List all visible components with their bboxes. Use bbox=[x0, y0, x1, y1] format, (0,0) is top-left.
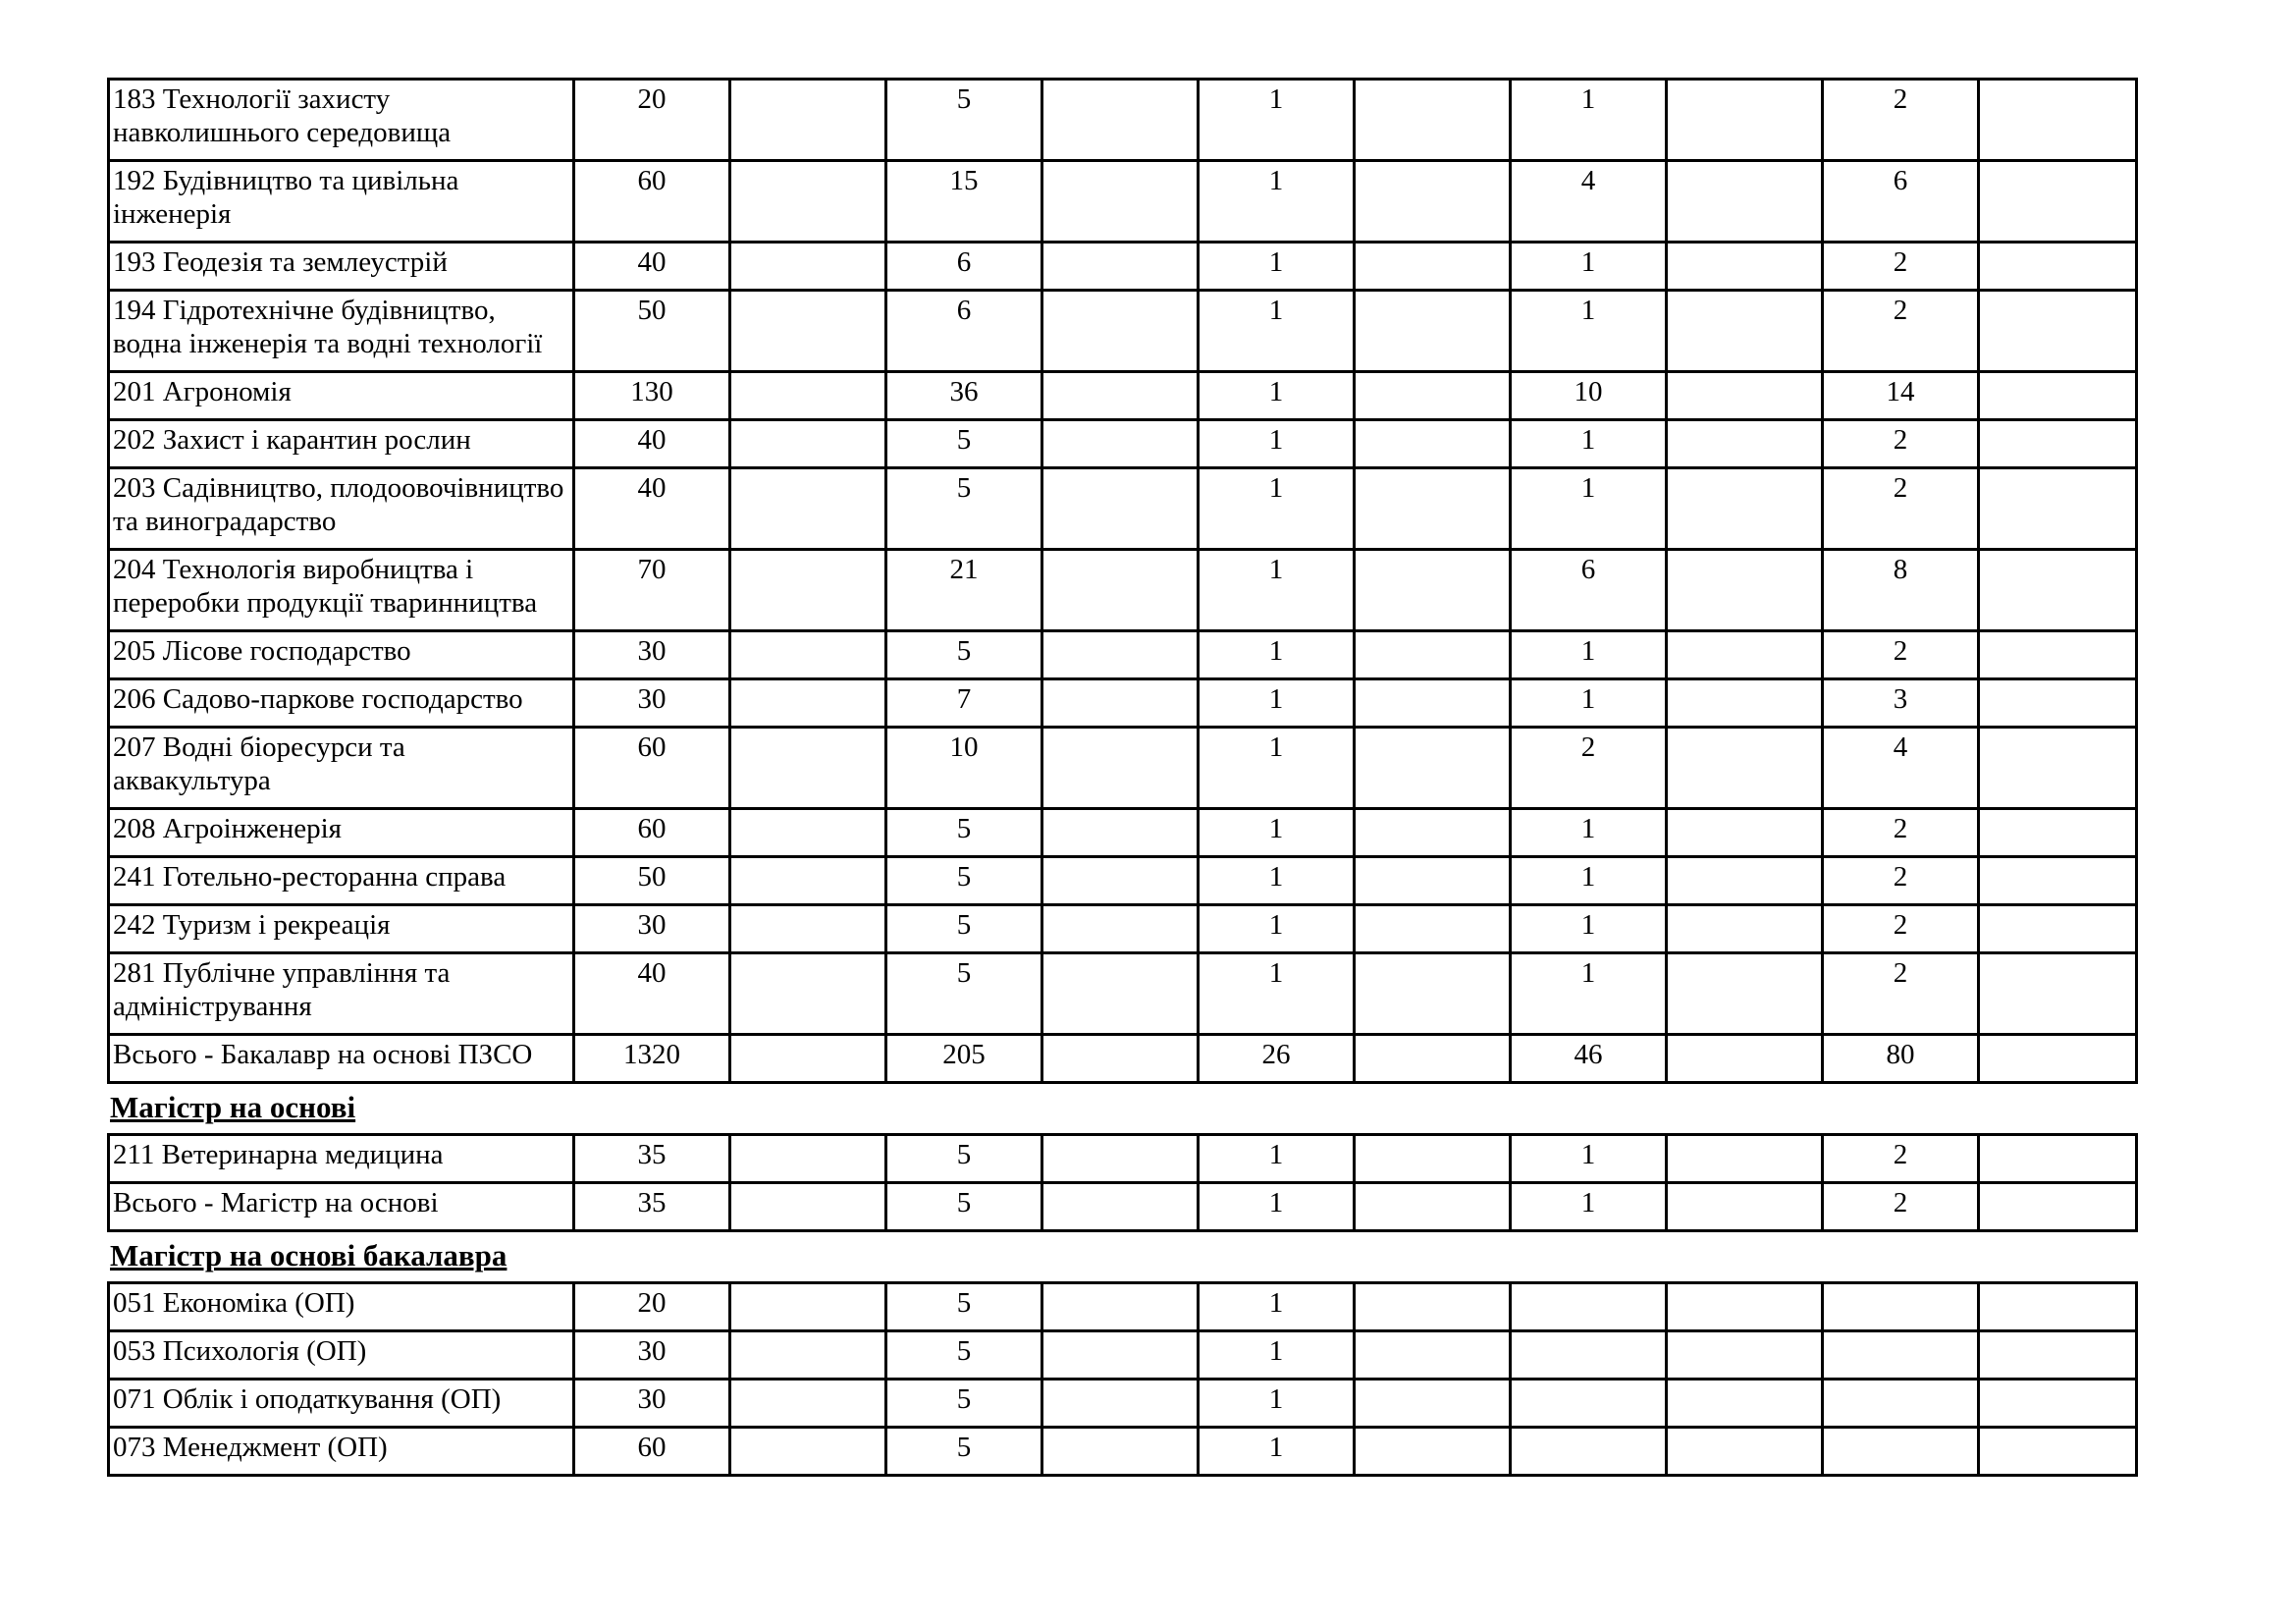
value-cell-5: 1 bbox=[1199, 1380, 1355, 1428]
value-cell-4 bbox=[1042, 953, 1199, 1035]
value-cell-1: 30 bbox=[574, 1380, 730, 1428]
value-cell-7 bbox=[1511, 1380, 1667, 1428]
value-cell-3: 5 bbox=[886, 1183, 1042, 1231]
table-row bbox=[109, 468, 2137, 550]
value-cell-7: 1 bbox=[1511, 291, 1667, 372]
value-cell-3: 21 bbox=[886, 550, 1042, 631]
table-row bbox=[109, 243, 2137, 291]
value-cell-8 bbox=[1667, 857, 1823, 905]
value-cell-5: 1 bbox=[1199, 161, 1355, 243]
data-table bbox=[107, 1133, 2138, 1232]
value-cell-5: 1 bbox=[1199, 905, 1355, 953]
value-cell-1: 40 bbox=[574, 468, 730, 550]
value-cell-9: 2 bbox=[1823, 1183, 1979, 1231]
value-cell-5: 1 bbox=[1199, 372, 1355, 420]
value-cell-2 bbox=[730, 857, 886, 905]
value-cell-6 bbox=[1355, 1035, 1511, 1083]
specialty-name-cell: 051 Економіка (ОП) bbox=[109, 1283, 574, 1331]
value-cell-2 bbox=[730, 809, 886, 857]
value-cell-10 bbox=[1979, 1035, 2137, 1083]
value-cell-10 bbox=[1979, 857, 2137, 905]
value-cell-3: 5 bbox=[886, 857, 1042, 905]
value-cell-5: 1 bbox=[1199, 1331, 1355, 1380]
value-cell-7: 1 bbox=[1511, 420, 1667, 468]
value-cell-3: 5 bbox=[886, 1380, 1042, 1428]
value-cell-9: 80 bbox=[1823, 1035, 1979, 1083]
value-cell-6 bbox=[1355, 1183, 1511, 1231]
value-cell-1: 130 bbox=[574, 372, 730, 420]
table-row bbox=[109, 1283, 2137, 1331]
value-cell-3: 5 bbox=[886, 1283, 1042, 1331]
table-row bbox=[109, 905, 2137, 953]
value-cell-4 bbox=[1042, 80, 1199, 161]
value-cell-5: 1 bbox=[1199, 80, 1355, 161]
value-cell-2 bbox=[730, 243, 886, 291]
value-cell-4 bbox=[1042, 728, 1199, 809]
table-row bbox=[109, 80, 2137, 161]
value-cell-1: 60 bbox=[574, 161, 730, 243]
value-cell-5: 1 bbox=[1199, 291, 1355, 372]
value-cell-3: 15 bbox=[886, 161, 1042, 243]
value-cell-10 bbox=[1979, 80, 2137, 161]
value-cell-3: 36 bbox=[886, 372, 1042, 420]
section-heading: Магістр на основі bbox=[110, 1090, 356, 1124]
value-cell-4 bbox=[1042, 1380, 1199, 1428]
value-cell-2 bbox=[730, 468, 886, 550]
value-cell-10 bbox=[1979, 953, 2137, 1035]
value-cell-9: 2 bbox=[1823, 631, 1979, 679]
specialty-name-cell: 204 Технологія виробництва і переробки продукції тваринництва bbox=[109, 550, 574, 631]
value-cell-1: 20 bbox=[574, 1283, 730, 1331]
table-row bbox=[109, 1035, 2137, 1083]
value-cell-10 bbox=[1979, 1331, 2137, 1380]
value-cell-10 bbox=[1979, 550, 2137, 631]
value-cell-6 bbox=[1355, 550, 1511, 631]
table-row bbox=[109, 420, 2137, 468]
value-cell-5: 1 bbox=[1199, 420, 1355, 468]
value-cell-4 bbox=[1042, 905, 1199, 953]
value-cell-5: 1 bbox=[1199, 243, 1355, 291]
value-cell-1: 40 bbox=[574, 420, 730, 468]
value-cell-6 bbox=[1355, 728, 1511, 809]
value-cell-3: 5 bbox=[886, 80, 1042, 161]
value-cell-2 bbox=[730, 1035, 886, 1083]
value-cell-9: 6 bbox=[1823, 161, 1979, 243]
value-cell-8 bbox=[1667, 1035, 1823, 1083]
value-cell-6 bbox=[1355, 420, 1511, 468]
value-cell-4 bbox=[1042, 857, 1199, 905]
value-cell-1: 60 bbox=[574, 809, 730, 857]
value-cell-1: 50 bbox=[574, 857, 730, 905]
value-cell-8 bbox=[1667, 1428, 1823, 1476]
value-cell-10 bbox=[1979, 291, 2137, 372]
value-cell-2 bbox=[730, 1380, 886, 1428]
value-cell-3: 205 bbox=[886, 1035, 1042, 1083]
table-row bbox=[109, 1331, 2137, 1380]
value-cell-8 bbox=[1667, 728, 1823, 809]
value-cell-3: 5 bbox=[886, 420, 1042, 468]
specialty-name-cell: 241 Готельно-ресторанна справа bbox=[109, 857, 574, 905]
value-cell-4 bbox=[1042, 1428, 1199, 1476]
value-cell-8 bbox=[1667, 1135, 1823, 1183]
value-cell-1: 30 bbox=[574, 905, 730, 953]
specialty-name-cell: 071 Облік і оподаткування (ОП) bbox=[109, 1380, 574, 1428]
value-cell-9: 8 bbox=[1823, 550, 1979, 631]
value-cell-2 bbox=[730, 679, 886, 728]
value-cell-4 bbox=[1042, 243, 1199, 291]
value-cell-7: 1 bbox=[1511, 1183, 1667, 1231]
document-page bbox=[107, 78, 2135, 1477]
table-row bbox=[109, 1183, 2137, 1231]
value-cell-2 bbox=[730, 372, 886, 420]
value-cell-4 bbox=[1042, 420, 1199, 468]
value-cell-7 bbox=[1511, 1331, 1667, 1380]
value-cell-7: 4 bbox=[1511, 161, 1667, 243]
value-cell-2 bbox=[730, 1283, 886, 1331]
value-cell-5: 1 bbox=[1199, 1183, 1355, 1231]
value-cell-10 bbox=[1979, 420, 2137, 468]
value-cell-4 bbox=[1042, 1283, 1199, 1331]
value-cell-3: 6 bbox=[886, 243, 1042, 291]
value-cell-6 bbox=[1355, 468, 1511, 550]
value-cell-4 bbox=[1042, 550, 1199, 631]
value-cell-3: 5 bbox=[886, 468, 1042, 550]
specialty-name-cell: 053 Психологія (ОП) bbox=[109, 1331, 574, 1380]
value-cell-1: 30 bbox=[574, 1331, 730, 1380]
value-cell-8 bbox=[1667, 679, 1823, 728]
value-cell-6 bbox=[1355, 80, 1511, 161]
value-cell-7: 1 bbox=[1511, 857, 1667, 905]
value-cell-4 bbox=[1042, 372, 1199, 420]
value-cell-8 bbox=[1667, 809, 1823, 857]
value-cell-1: 70 bbox=[574, 550, 730, 631]
value-cell-5: 1 bbox=[1199, 631, 1355, 679]
table-row bbox=[109, 372, 2137, 420]
value-cell-9: 2 bbox=[1823, 243, 1979, 291]
value-cell-1: 30 bbox=[574, 679, 730, 728]
value-cell-2 bbox=[730, 631, 886, 679]
specialty-name-cell: 207 Водні біоресурси та аквакультура bbox=[109, 728, 574, 809]
value-cell-2 bbox=[730, 80, 886, 161]
value-cell-9: 2 bbox=[1823, 953, 1979, 1035]
table-row bbox=[109, 631, 2137, 679]
value-cell-2 bbox=[730, 1135, 886, 1183]
value-cell-2 bbox=[730, 1183, 886, 1231]
value-cell-10 bbox=[1979, 1428, 2137, 1476]
value-cell-6 bbox=[1355, 1331, 1511, 1380]
value-cell-6 bbox=[1355, 1428, 1511, 1476]
value-cell-7: 46 bbox=[1511, 1035, 1667, 1083]
table-row bbox=[109, 161, 2137, 243]
value-cell-1: 20 bbox=[574, 80, 730, 161]
value-cell-8 bbox=[1667, 1283, 1823, 1331]
value-cell-7: 1 bbox=[1511, 953, 1667, 1035]
specialty-name-cell: 242 Туризм і рекреація bbox=[109, 905, 574, 953]
table-row bbox=[109, 1135, 2137, 1183]
value-cell-10 bbox=[1979, 679, 2137, 728]
value-cell-8 bbox=[1667, 1183, 1823, 1231]
specialty-name-cell: 202 Захист і карантин рослин bbox=[109, 420, 574, 468]
value-cell-10 bbox=[1979, 1380, 2137, 1428]
section-heading: Магістр на основі бакалавра bbox=[110, 1238, 507, 1272]
specialty-name-cell: 205 Лісове господарство bbox=[109, 631, 574, 679]
value-cell-8 bbox=[1667, 468, 1823, 550]
value-cell-6 bbox=[1355, 857, 1511, 905]
value-cell-5: 1 bbox=[1199, 1428, 1355, 1476]
value-cell-3: 10 bbox=[886, 728, 1042, 809]
value-cell-4 bbox=[1042, 468, 1199, 550]
value-cell-6 bbox=[1355, 1380, 1511, 1428]
value-cell-5: 1 bbox=[1199, 468, 1355, 550]
value-cell-9: 2 bbox=[1823, 291, 1979, 372]
value-cell-9: 2 bbox=[1823, 420, 1979, 468]
specialty-name-cell: 183 Технології захисту навколишнього середовища bbox=[109, 80, 574, 161]
value-cell-10 bbox=[1979, 161, 2137, 243]
value-cell-7: 10 bbox=[1511, 372, 1667, 420]
value-cell-5: 1 bbox=[1199, 809, 1355, 857]
value-cell-6 bbox=[1355, 291, 1511, 372]
value-cell-3: 5 bbox=[886, 953, 1042, 1035]
value-cell-7 bbox=[1511, 1283, 1667, 1331]
value-cell-2 bbox=[730, 728, 886, 809]
specialty-name-cell: 194 Гідротехнічне будівництво, водна інженерія та водні технології bbox=[109, 291, 574, 372]
data-table bbox=[107, 78, 2138, 1084]
value-cell-4 bbox=[1042, 1135, 1199, 1183]
value-cell-2 bbox=[730, 1428, 886, 1476]
value-cell-6 bbox=[1355, 809, 1511, 857]
value-cell-6 bbox=[1355, 679, 1511, 728]
value-cell-5: 1 bbox=[1199, 550, 1355, 631]
value-cell-10 bbox=[1979, 468, 2137, 550]
value-cell-5: 1 bbox=[1199, 1135, 1355, 1183]
value-cell-4 bbox=[1042, 1183, 1199, 1231]
value-cell-6 bbox=[1355, 953, 1511, 1035]
table-row bbox=[109, 857, 2137, 905]
value-cell-2 bbox=[730, 161, 886, 243]
specialty-name-cell: 193 Геодезія та землеустрій bbox=[109, 243, 574, 291]
value-cell-6 bbox=[1355, 372, 1511, 420]
value-cell-5: 1 bbox=[1199, 679, 1355, 728]
value-cell-3: 7 bbox=[886, 679, 1042, 728]
value-cell-1: 60 bbox=[574, 728, 730, 809]
value-cell-2 bbox=[730, 953, 886, 1035]
table-row bbox=[109, 550, 2137, 631]
specialty-name-cell: Всього - Бакалавр на основі ПЗСО bbox=[109, 1035, 574, 1083]
value-cell-6 bbox=[1355, 1283, 1511, 1331]
specialty-name-cell: 206 Садово-паркове господарство bbox=[109, 679, 574, 728]
value-cell-1: 40 bbox=[574, 243, 730, 291]
specialty-name-cell: 211 Ветеринарна медицина bbox=[109, 1135, 574, 1183]
table-row bbox=[109, 291, 2137, 372]
value-cell-7 bbox=[1511, 1428, 1667, 1476]
value-cell-5: 1 bbox=[1199, 1283, 1355, 1331]
value-cell-4 bbox=[1042, 161, 1199, 243]
value-cell-8 bbox=[1667, 243, 1823, 291]
value-cell-10 bbox=[1979, 905, 2137, 953]
value-cell-10 bbox=[1979, 1283, 2137, 1331]
value-cell-9: 3 bbox=[1823, 679, 1979, 728]
value-cell-6 bbox=[1355, 1135, 1511, 1183]
value-cell-4 bbox=[1042, 291, 1199, 372]
value-cell-3: 5 bbox=[886, 1331, 1042, 1380]
value-cell-9 bbox=[1823, 1380, 1979, 1428]
value-cell-3: 5 bbox=[886, 1428, 1042, 1476]
value-cell-9 bbox=[1823, 1283, 1979, 1331]
value-cell-7: 1 bbox=[1511, 905, 1667, 953]
specialty-name-cell: 281 Публічне управління та адміністрування bbox=[109, 953, 574, 1035]
value-cell-10 bbox=[1979, 1183, 2137, 1231]
value-cell-7: 1 bbox=[1511, 468, 1667, 550]
value-cell-10 bbox=[1979, 372, 2137, 420]
value-cell-8 bbox=[1667, 291, 1823, 372]
value-cell-7: 1 bbox=[1511, 1135, 1667, 1183]
specialty-name-cell: 208 Агроінженерія bbox=[109, 809, 574, 857]
value-cell-8 bbox=[1667, 372, 1823, 420]
specialty-name-cell: 192 Будівництво та цивільна інженерія bbox=[109, 161, 574, 243]
value-cell-8 bbox=[1667, 953, 1823, 1035]
value-cell-2 bbox=[730, 905, 886, 953]
specialty-name-cell: 201 Агрономія bbox=[109, 372, 574, 420]
table-row bbox=[109, 809, 2137, 857]
value-cell-1: 30 bbox=[574, 631, 730, 679]
value-cell-10 bbox=[1979, 243, 2137, 291]
value-cell-7: 1 bbox=[1511, 243, 1667, 291]
value-cell-7: 2 bbox=[1511, 728, 1667, 809]
value-cell-3: 5 bbox=[886, 631, 1042, 679]
value-cell-4 bbox=[1042, 1331, 1199, 1380]
value-cell-2 bbox=[730, 291, 886, 372]
table-row bbox=[109, 728, 2137, 809]
data-table bbox=[107, 1281, 2138, 1477]
value-cell-9: 4 bbox=[1823, 728, 1979, 809]
value-cell-1: 35 bbox=[574, 1135, 730, 1183]
value-cell-9 bbox=[1823, 1428, 1979, 1476]
value-cell-5: 1 bbox=[1199, 953, 1355, 1035]
value-cell-2 bbox=[730, 550, 886, 631]
value-cell-3: 5 bbox=[886, 809, 1042, 857]
value-cell-1: 35 bbox=[574, 1183, 730, 1231]
value-cell-8 bbox=[1667, 1331, 1823, 1380]
value-cell-9: 2 bbox=[1823, 468, 1979, 550]
value-cell-4 bbox=[1042, 1035, 1199, 1083]
value-cell-6 bbox=[1355, 905, 1511, 953]
value-cell-10 bbox=[1979, 728, 2137, 809]
value-cell-8 bbox=[1667, 1380, 1823, 1428]
value-cell-3: 6 bbox=[886, 291, 1042, 372]
value-cell-8 bbox=[1667, 631, 1823, 679]
value-cell-5: 1 bbox=[1199, 728, 1355, 809]
value-cell-8 bbox=[1667, 80, 1823, 161]
value-cell-3: 5 bbox=[886, 1135, 1042, 1183]
value-cell-9 bbox=[1823, 1331, 1979, 1380]
value-cell-2 bbox=[730, 1331, 886, 1380]
value-cell-9: 2 bbox=[1823, 905, 1979, 953]
value-cell-1: 60 bbox=[574, 1428, 730, 1476]
specialty-name-cell: Всього - Магістр на основі bbox=[109, 1183, 574, 1231]
value-cell-7: 1 bbox=[1511, 679, 1667, 728]
value-cell-7: 1 bbox=[1511, 631, 1667, 679]
value-cell-10 bbox=[1979, 1135, 2137, 1183]
value-cell-3: 5 bbox=[886, 905, 1042, 953]
value-cell-4 bbox=[1042, 679, 1199, 728]
value-cell-4 bbox=[1042, 631, 1199, 679]
table-row bbox=[109, 679, 2137, 728]
value-cell-9: 2 bbox=[1823, 1135, 1979, 1183]
value-cell-1: 40 bbox=[574, 953, 730, 1035]
table-row bbox=[109, 1380, 2137, 1428]
value-cell-9: 14 bbox=[1823, 372, 1979, 420]
value-cell-7: 1 bbox=[1511, 809, 1667, 857]
value-cell-6 bbox=[1355, 161, 1511, 243]
value-cell-1: 50 bbox=[574, 291, 730, 372]
value-cell-7: 1 bbox=[1511, 80, 1667, 161]
value-cell-9: 2 bbox=[1823, 80, 1979, 161]
value-cell-4 bbox=[1042, 809, 1199, 857]
value-cell-10 bbox=[1979, 809, 2137, 857]
value-cell-6 bbox=[1355, 243, 1511, 291]
value-cell-1: 1320 bbox=[574, 1035, 730, 1083]
specialty-name-cell: 203 Садівництво, плодоовочівництво та виноградарство bbox=[109, 468, 574, 550]
value-cell-8 bbox=[1667, 161, 1823, 243]
value-cell-9: 2 bbox=[1823, 809, 1979, 857]
value-cell-10 bbox=[1979, 631, 2137, 679]
value-cell-5: 26 bbox=[1199, 1035, 1355, 1083]
value-cell-6 bbox=[1355, 631, 1511, 679]
value-cell-9: 2 bbox=[1823, 857, 1979, 905]
value-cell-8 bbox=[1667, 420, 1823, 468]
value-cell-7: 6 bbox=[1511, 550, 1667, 631]
table-row bbox=[109, 953, 2137, 1035]
specialty-name-cell: 073 Менеджмент (ОП) bbox=[109, 1428, 574, 1476]
value-cell-5: 1 bbox=[1199, 857, 1355, 905]
value-cell-8 bbox=[1667, 905, 1823, 953]
value-cell-8 bbox=[1667, 550, 1823, 631]
value-cell-2 bbox=[730, 420, 886, 468]
table-row bbox=[109, 1428, 2137, 1476]
